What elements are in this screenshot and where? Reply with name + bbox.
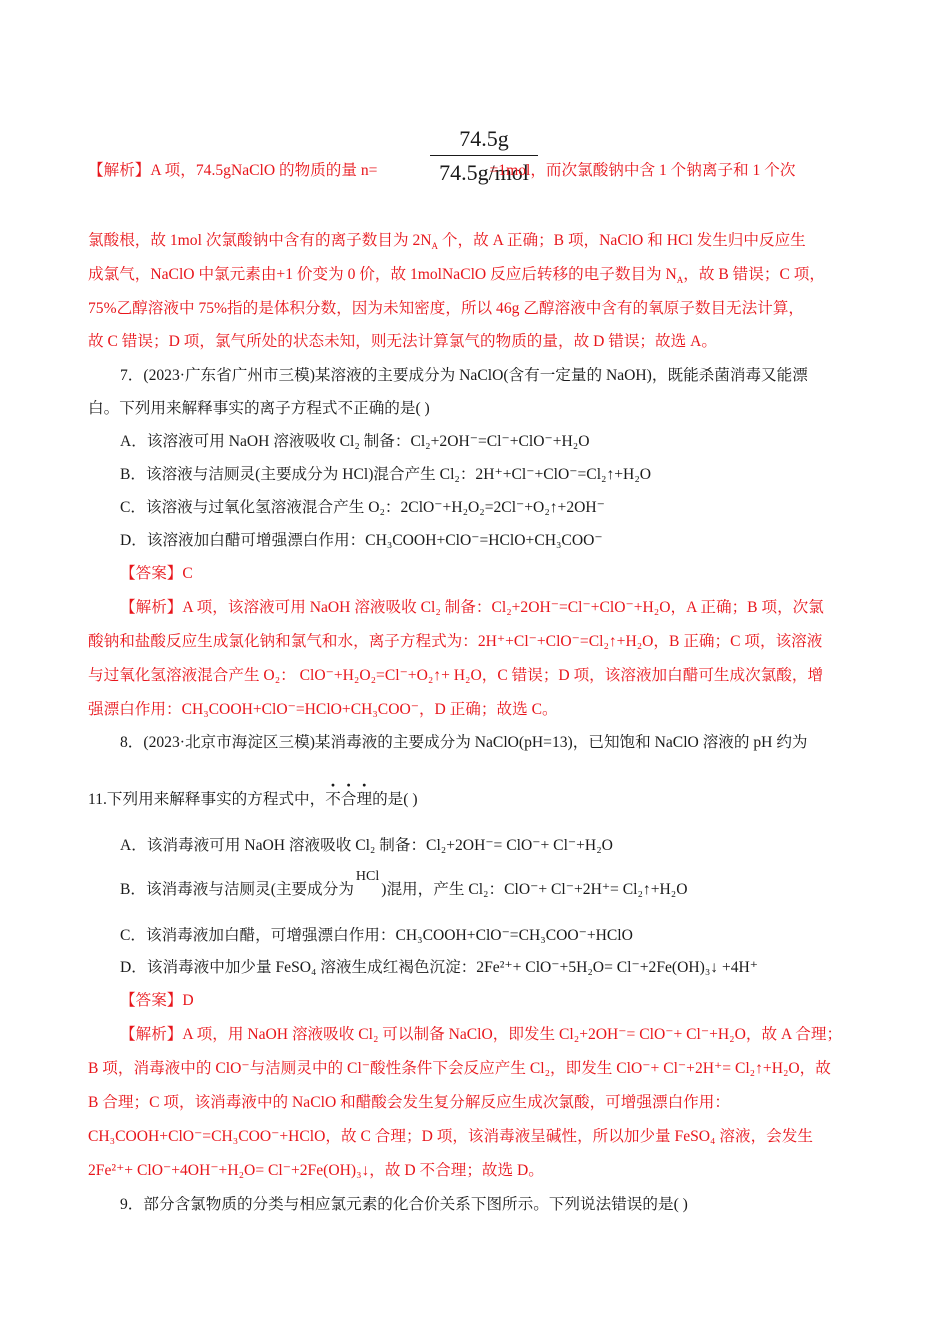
fraction-numerator: 74.5g: [459, 126, 509, 151]
q8-explain-line-4: CH₃COOH+ClO⁻=CH₃COO⁻+HClO，故 C 合理；D 项，该消毒液呈碱性，所以加少量 FeSO₄ 溶液，会发生: [88, 1128, 813, 1145]
text: 个，故 A 正确；B 项，NaClO 和 HCl 发生归中反应生: [438, 232, 806, 249]
text: ，故 B 错误；C 项，: [683, 266, 825, 283]
q8-answer: 【答案】D: [120, 992, 194, 1009]
q7-answer: 【答案】C: [120, 565, 193, 582]
q7-option-d: D．该溶液加白醋可增强漂白作用：CH₃COOH+ClO⁻=HClO+CH₃COO⁻: [120, 532, 603, 549]
q6-explain-line-3: [88, 265, 825, 285]
emphasis-char: 不: [325, 791, 341, 808]
text: 【解析】A 项，74.5gNaClO 的物质的量 n=: [88, 162, 378, 179]
subscript: A: [676, 275, 684, 286]
subscript: A: [431, 241, 438, 252]
q9-stem: 9．部分含氯物质的分类与相应氯元素的化合价关系下图所示。下列说法错误的是( ): [120, 1196, 688, 1213]
text: B．该消毒液与洁厕灵(主要成分为: [120, 881, 354, 898]
q6-explain-line-5: 故 C 错误；D 项，氯气所处的状态未知，则无法计算氯气的物质的量，故 D 错误；故选 A。: [88, 333, 717, 350]
q8-explain-line-5: 2Fe²⁺+ ClO⁻+4OH⁻+H₂O= Cl⁻+2Fe(OH)₃↓，故 D 不合理；故选 D。: [88, 1162, 544, 1179]
text: )混用，产生 Cl₂：ClO⁻+ Cl⁻+2H⁺= Cl₂↑+H₂O: [381, 881, 688, 898]
q6-explain-line-2: [88, 231, 806, 251]
text: 11.下列用来解释事实的方程式中，: [88, 791, 326, 808]
q7-option-c: C．该溶液与过氧化氢溶液混合产生 O₂：2ClO⁻+H₂O₂=2Cl⁻+O₂↑+2OH⁻: [120, 499, 605, 516]
q8-explain-line-2: B 项，消毒液中的 ClO⁻与洁厕灵中的 Cl⁻酸性条件下会反应产生 Cl₂，即发生 ClO⁻+ Cl⁻+2H⁺= Cl₂↑+H₂O，故: [88, 1060, 831, 1077]
emphasis-char: 理: [356, 791, 373, 808]
q7-stem-line-1: 7．(2023·广东省广州市三模)某溶液的主要成分为 NaClO(含有一定量的 NaOH)，既能杀菌消毒又能漂: [120, 367, 808, 384]
q6-explain-line-4: 75%乙醇溶液中 75%指的是体积分数，因为未知密度，所以 46g 乙醇溶液中含有的氧原子数目无法计算，: [88, 300, 805, 317]
q8-explain-line-3: B 合理；C 项，该消毒液中的 NaClO 和醋酸会发生复分解反应生成次氯酸，可增强漂白作用：: [88, 1094, 730, 1111]
formula-hcl: HCl: [355, 869, 380, 884]
q8-option-c: C．该消毒液加白醋，可增强漂白作用：CH₃COOH+ClO⁻=CH₃COO⁻+HClO: [120, 927, 633, 944]
q6-explain-line-1: [88, 161, 795, 181]
q8-option-d: D．该消毒液中加少量 FeSO₄ 溶液生成红褐色沉淀：2Fe²⁺+ ClO⁻+5H₂O= Cl⁻+2Fe(OH)₃↓ +4H⁺: [120, 959, 759, 976]
q7-explain-line-4: 强漂白作用：CH₃COOH+ClO⁻=HClO+CH₃COO⁻，D 正确；故选 C。: [88, 701, 558, 718]
q8-stem-line-1: 8．(2023·北京市海淀区三模)某消毒液的主要成分为 NaClO(pH=13)，已知饱和 NaClO 溶液的 pH 约为: [120, 734, 808, 751]
text: 的是( ): [372, 791, 418, 808]
emphasis-char: 合: [340, 791, 357, 808]
q8-explain-line-1: 【解析】A 项，用 NaOH 溶液吸收 Cl₂ 可以制备 NaClO，即发生 Cl₂+2OH⁻= ClO⁻+ Cl⁻+H₂O，故 A 合理；: [120, 1026, 843, 1043]
fraction-bar: [430, 155, 538, 156]
q7-explain-line-1: 【解析】A 项，该溶液可用 NaOH 溶液吸收 Cl₂ 制备：Cl₂+2OH⁻=Cl⁻+ClO⁻+H₂O，A 正确；B 项，次氯: [120, 599, 824, 616]
q7-option-a: A．该溶液可用 NaOH 溶液吸收 Cl₂ 制备：Cl₂+2OH⁻=Cl⁻+ClO⁻+H₂O: [120, 433, 590, 450]
q7-explain-line-3: 与过氧化氢溶液混合产生 O₂： ClO⁻+H₂O₂=Cl⁻+O₂↑+ H₂O，C 错误；D 项，该溶液加白醋可生成次氯酸，增: [88, 667, 824, 684]
q7-option-b: B．该溶液与洁厕灵(主要成分为 HCl)混合产生 Cl₂：2H⁺+Cl⁻+ClO⁻=Cl₂↑+H₂O: [120, 466, 652, 483]
text: =1mol，而次氯酸钠中含 1 个钠离子和 1 个次: [489, 162, 796, 179]
q8-stem-line-2: [88, 790, 418, 810]
q8-option-b: [120, 869, 688, 901]
text: 成氯气，NaClO 中氯元素由+1 价变为 0 价，故 1molNaClO 反应后转移的电子数目为 N: [88, 266, 677, 283]
fraction-denominator: 74.5g/mol: [439, 160, 529, 185]
text: 氯酸根，故 1mol 次氯酸钠中含有的离子数目为 2N: [88, 232, 432, 249]
q7-stem-line-2: 白。下列用来解释事实的离子方程式不正确的是( ): [88, 400, 430, 417]
q7-explain-line-2: 酸钠和盐酸反应生成氯化钠和氯气和水，离子方程式为：2H⁺+Cl⁻+ClO⁻=Cl₂↑+H₂O，B 正确；C 项，该溶液: [88, 633, 823, 650]
q8-option-a: A．该消毒液可用 NaOH 溶液吸收 Cl₂ 制备：Cl₂+2OH⁻= ClO⁻+ Cl⁻+H₂O: [120, 837, 613, 854]
